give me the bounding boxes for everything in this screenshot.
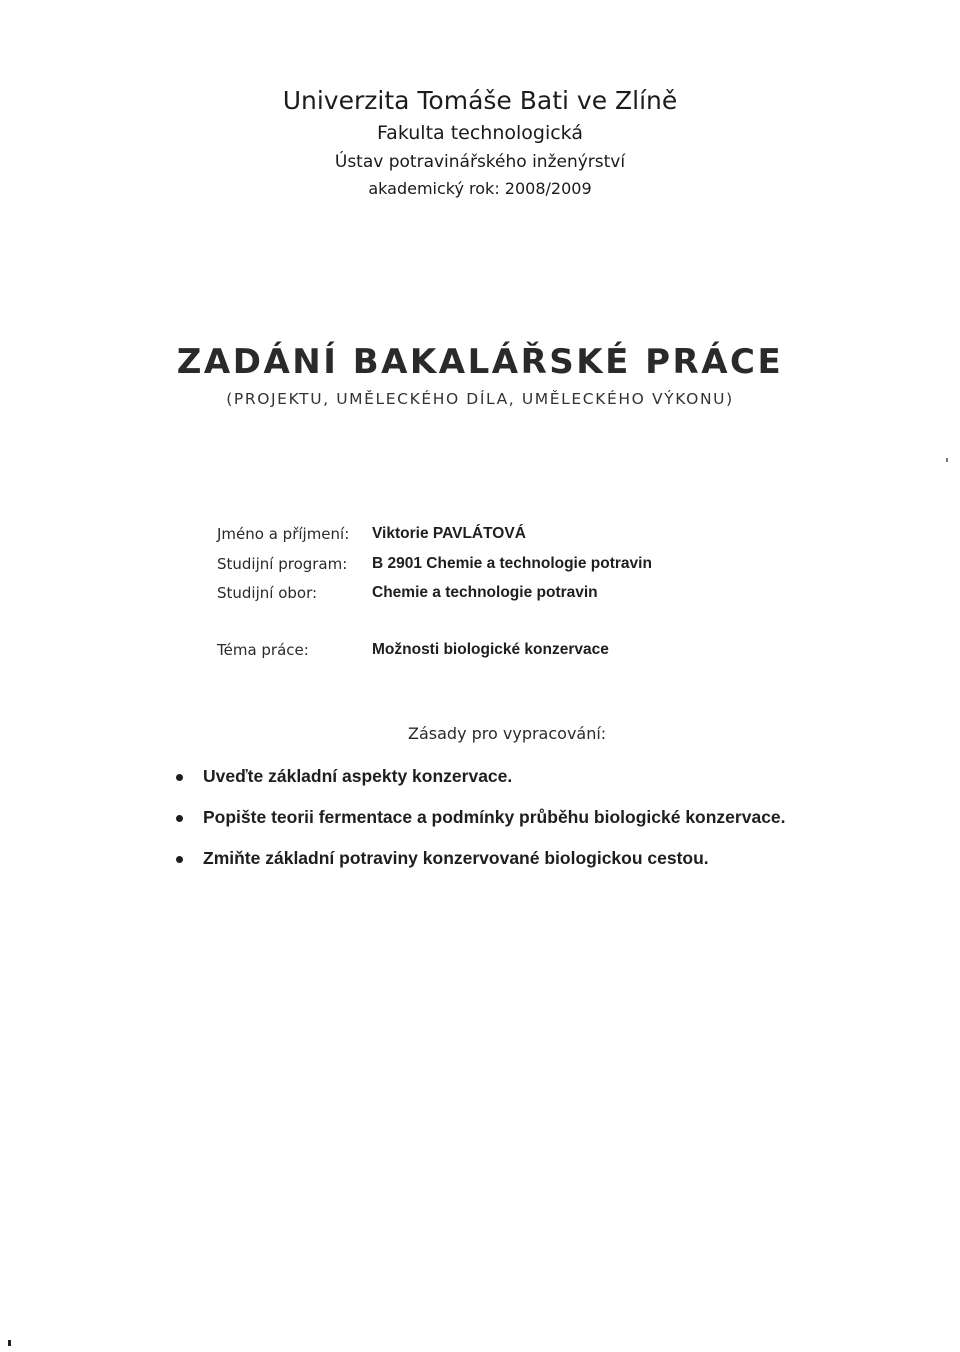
faculty-name: Fakulta technologická [377,122,583,144]
scan-mark [946,458,948,462]
document-subtitle: (PROJEKTU, UMĚLECKÉHO DÍLA, UMĚLECKÉHO VÝKONU) [226,390,734,408]
bullet-icon [176,815,183,822]
topic-label: Téma práce: [217,641,309,659]
list-item-text: Zmiňte základní potraviny konzervované biologickou cestou. [203,848,709,868]
program-value: B 2901 Chemie a technologie potravin [372,555,652,572]
name-label: Jméno a příjmení: [217,525,350,543]
document-title: ZADÁNÍ BAKALÁŘSKÉ PRÁCE [176,342,784,382]
document-title-block [0,340,960,412]
bullet-icon [176,774,183,781]
scan-mark [8,1340,11,1346]
bullet-icon [176,856,183,863]
field-label: Studijní obor: [217,584,318,602]
field-value: Chemie a technologie potravin [372,584,598,601]
list-item-text: Popište teorii fermentace a podmínky průběhu biologické konzervace. [203,807,786,827]
university-name: Univerzita Tomáše Bati ve Zlíně [282,86,678,115]
name-value: Viktorie PAVLÁTOVÁ [372,525,526,542]
list-item-text: Uveďte základní aspekty konzervace. [203,766,513,786]
topic-value: Možnosti biologické konzervace [372,641,609,658]
document-header [0,84,960,202]
institute-name: Ústav potravinářského inženýrství [334,152,626,172]
program-label: Studijní program: [217,555,348,573]
principles-heading: Zásady pro vypracování: [408,724,607,743]
academic-year: akademický rok: 2008/2009 [368,179,592,198]
